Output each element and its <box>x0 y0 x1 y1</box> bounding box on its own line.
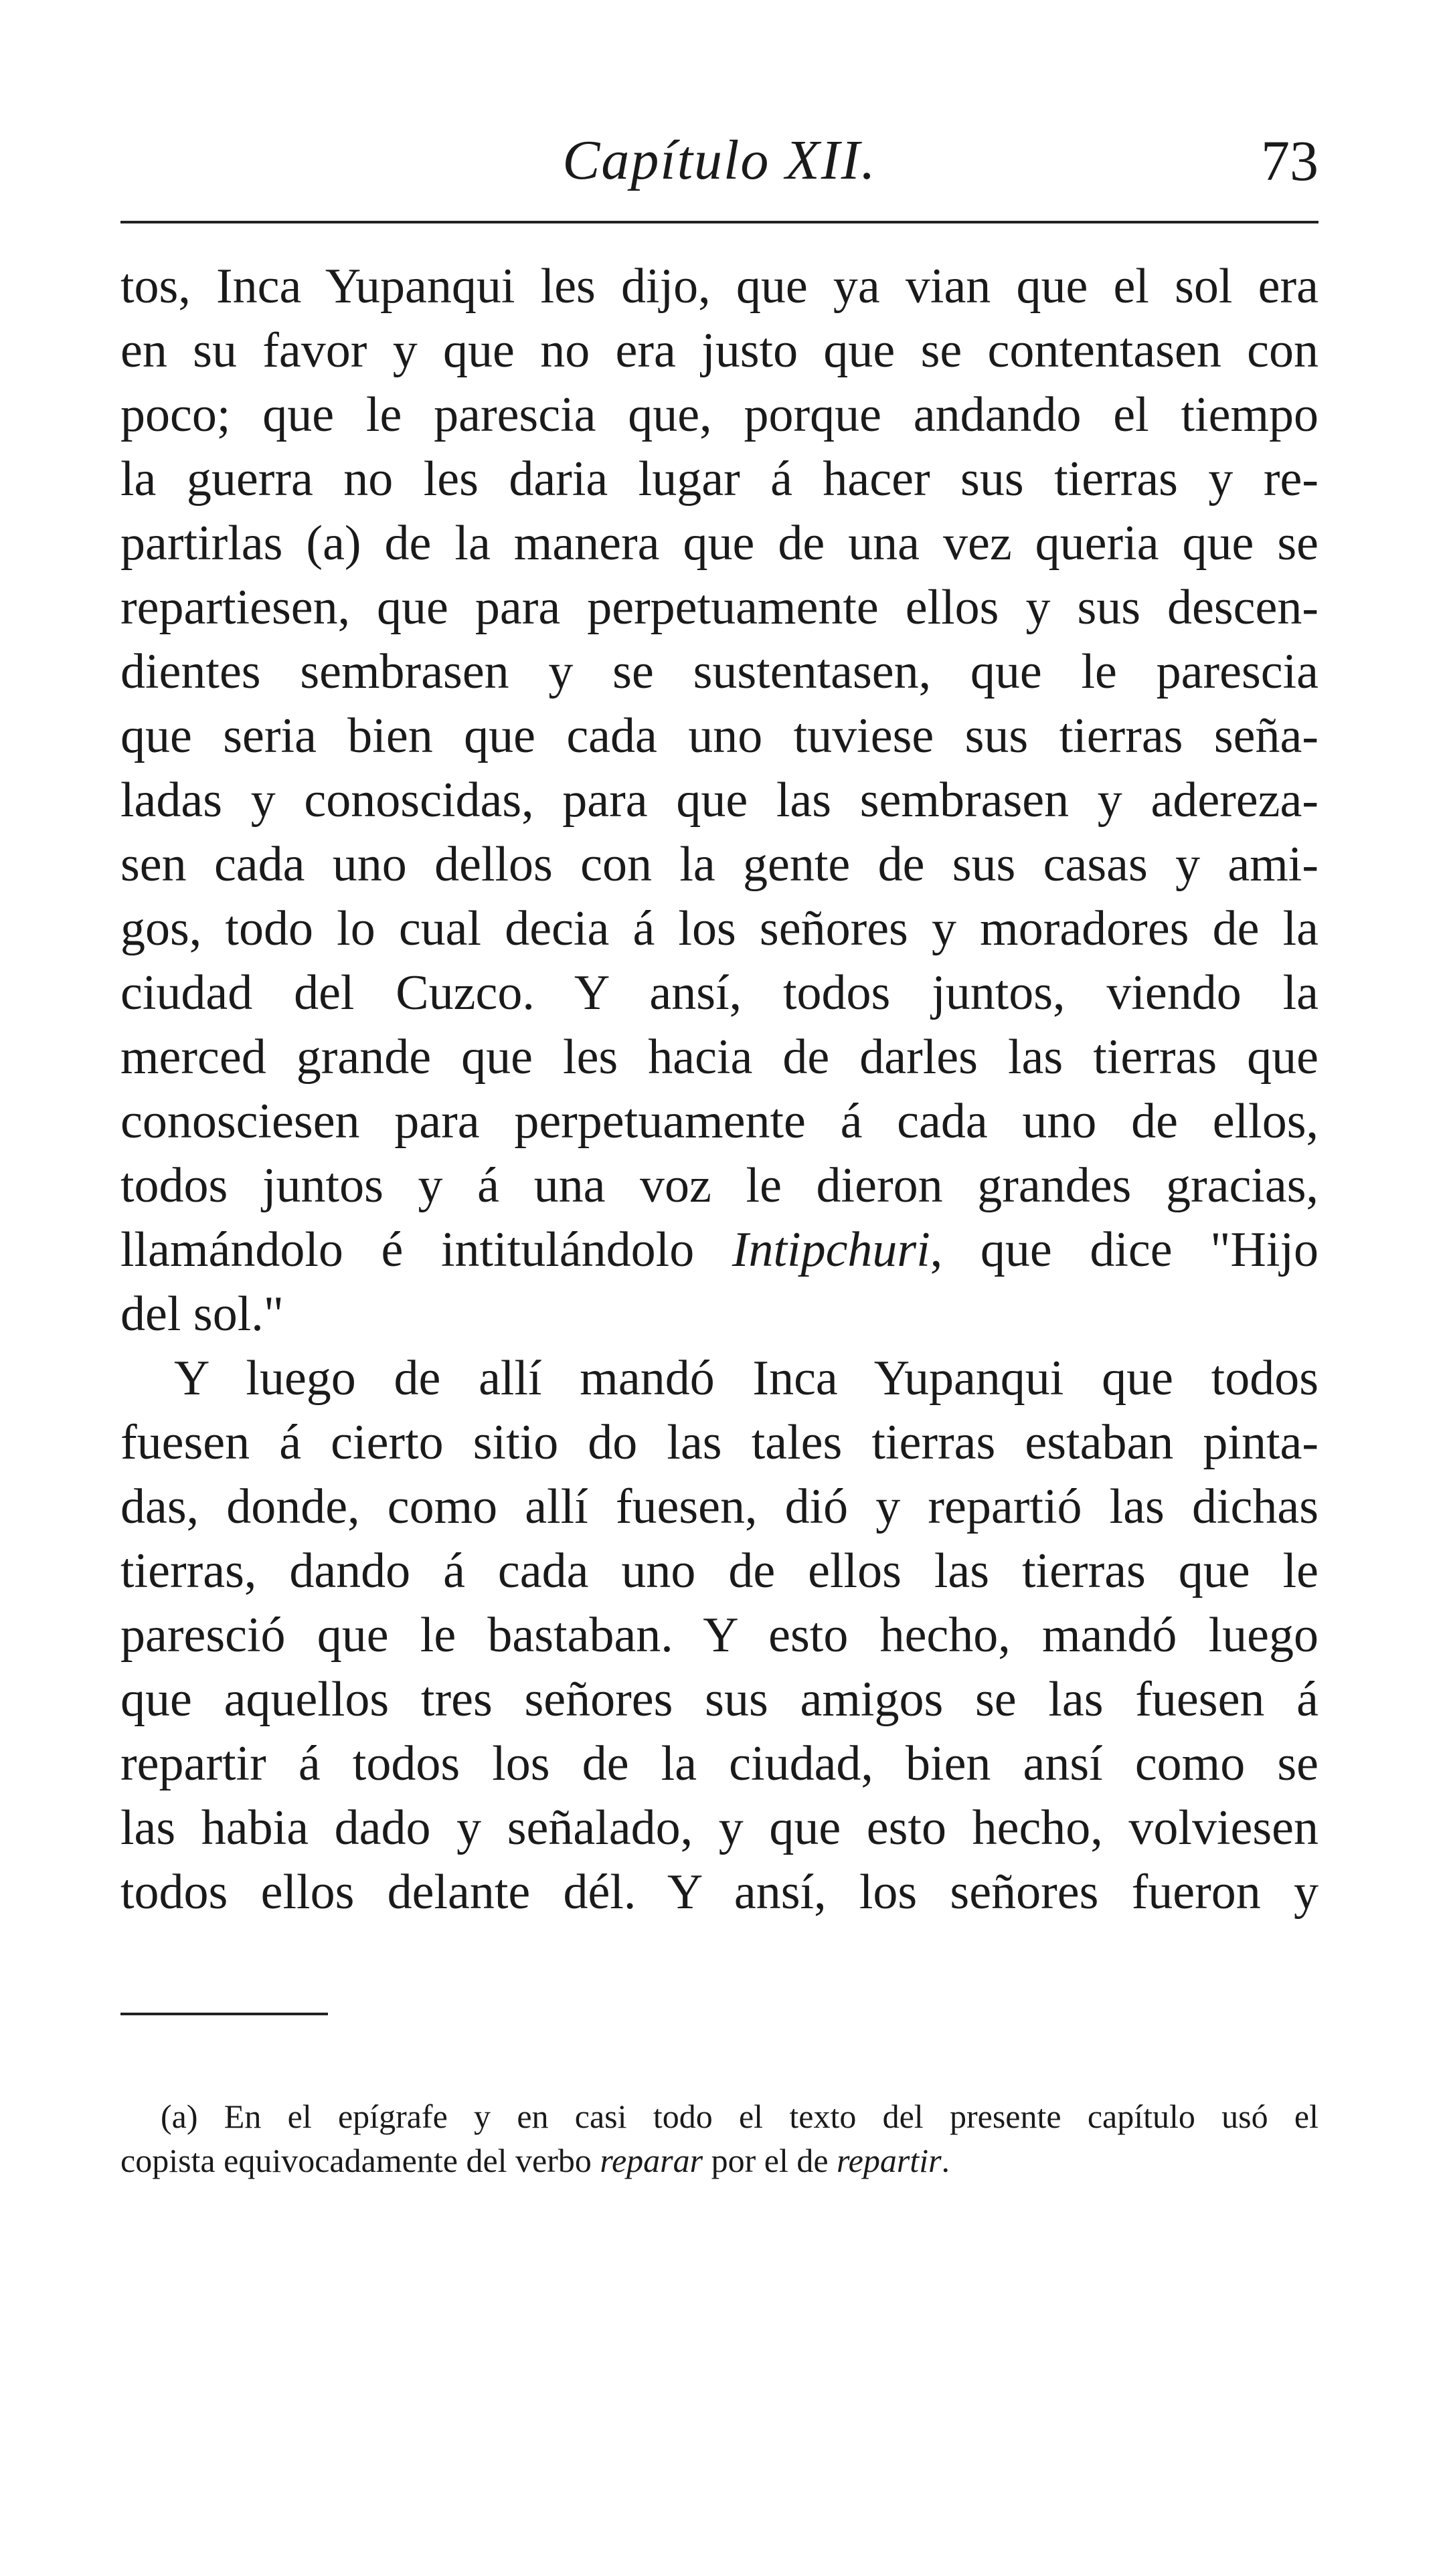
text-line: la guerra no les daria lugar á hacer sus tierras y re- <box>120 452 1318 507</box>
text-line: sen cada uno dellos con la gente de sus casas y ami- <box>120 837 1318 892</box>
text-line: que seria bien que cada uno tuviese sus tierras seña- <box>120 709 1318 763</box>
text-line: que aquellos tres señores sus amigos se las fuesen á <box>120 1672 1318 1727</box>
text-line: repartir á todos los de la ciudad, bien ansí como se <box>120 1736 1318 1791</box>
text-line: gos, todo lo cual decia á los señores y moradores de la <box>120 901 1318 956</box>
footnote-italic-term: repartir <box>837 2142 942 2179</box>
text-line: poco; que le parescia que, porque andando el tiempo <box>120 387 1318 442</box>
paragraph-2 <box>120 1346 1318 1924</box>
footnote-text: En el epígrafe y en casi todo el texto del presente capítulo usó el <box>224 2098 1319 2135</box>
page-number: 73 <box>1261 128 1318 193</box>
text-line: das, donde, como allí fuesen, dió y repartió las dichas <box>120 1479 1318 1534</box>
text-line: partirlas (a) de la manera que de una vez queria que se <box>120 516 1318 571</box>
footnote <box>120 2094 1318 2183</box>
text-line: fuesen á cierto sitio do las tales tierras estaban pinta- <box>120 1415 1318 1470</box>
text-fragment: , que dice "Hijo <box>930 1222 1318 1277</box>
text-line: las habia dado y señalado, y que esto hecho, volviesen <box>120 1801 1318 1855</box>
text-fragment: llamándolo é intitulándolo <box>120 1222 695 1277</box>
page-header <box>120 127 1318 207</box>
text-line: Y luego de allí mandó Inca Yupanqui que todos <box>174 1351 1318 1406</box>
footnote-rule <box>120 2013 328 2015</box>
text-line: ciudad del Cuzco. Y ansí, todos juntos, viendo la <box>120 965 1318 1020</box>
text-line: conosciesen para perpetuamente á cada uno de ellos, <box>120 1094 1318 1149</box>
text-line: merced grande que les hacia de darles las tierras que <box>120 1030 1318 1085</box>
text-line: en su favor y que no era justo que se contentasen con <box>120 323 1318 378</box>
footnote-line <box>120 2094 1318 2138</box>
text-line: todos juntos y á una voz le dieron grandes gracias, <box>120 1158 1318 1213</box>
running-title: Capítulo XII. <box>562 129 877 191</box>
text-line: tierras, dando á cada uno de ellos las tierras que le <box>120 1544 1318 1598</box>
text-line: ladas y conoscidas, para que las sembrasen y adereza- <box>120 773 1318 828</box>
text-line: tos, Inca Yupanqui les dijo, que ya vian que el sol era <box>120 259 1318 314</box>
footnote-text: . <box>941 2142 950 2179</box>
header-rule <box>120 221 1318 223</box>
footnote-text: por el de <box>711 2142 829 2179</box>
main-text <box>120 254 1318 1924</box>
footnote-italic-term: reparar <box>600 2142 703 2179</box>
text-line: paresció que le bastaban. Y esto hecho, mandó luego <box>120 1608 1318 1663</box>
paragraph-1 <box>120 254 1318 1346</box>
footnote-text: copista equivocadamente del verbo <box>120 2142 592 2179</box>
text-line: repartiesen, que para perpetuamente ellos y sus descen- <box>120 580 1318 635</box>
footnote-line <box>120 2138 1318 2183</box>
footnote-marker: (a) <box>161 2098 198 2135</box>
text-line: todos ellos delante dél. Y ansí, los señores fueron y <box>120 1865 1318 1920</box>
text-line: dientes sembrasen y se sustentasen, que le parescia <box>120 644 1318 699</box>
text-line: del sol." <box>120 1287 284 1342</box>
text-line-with-italic <box>120 1218 1318 1282</box>
italic-term: Intipchuri <box>732 1222 930 1277</box>
